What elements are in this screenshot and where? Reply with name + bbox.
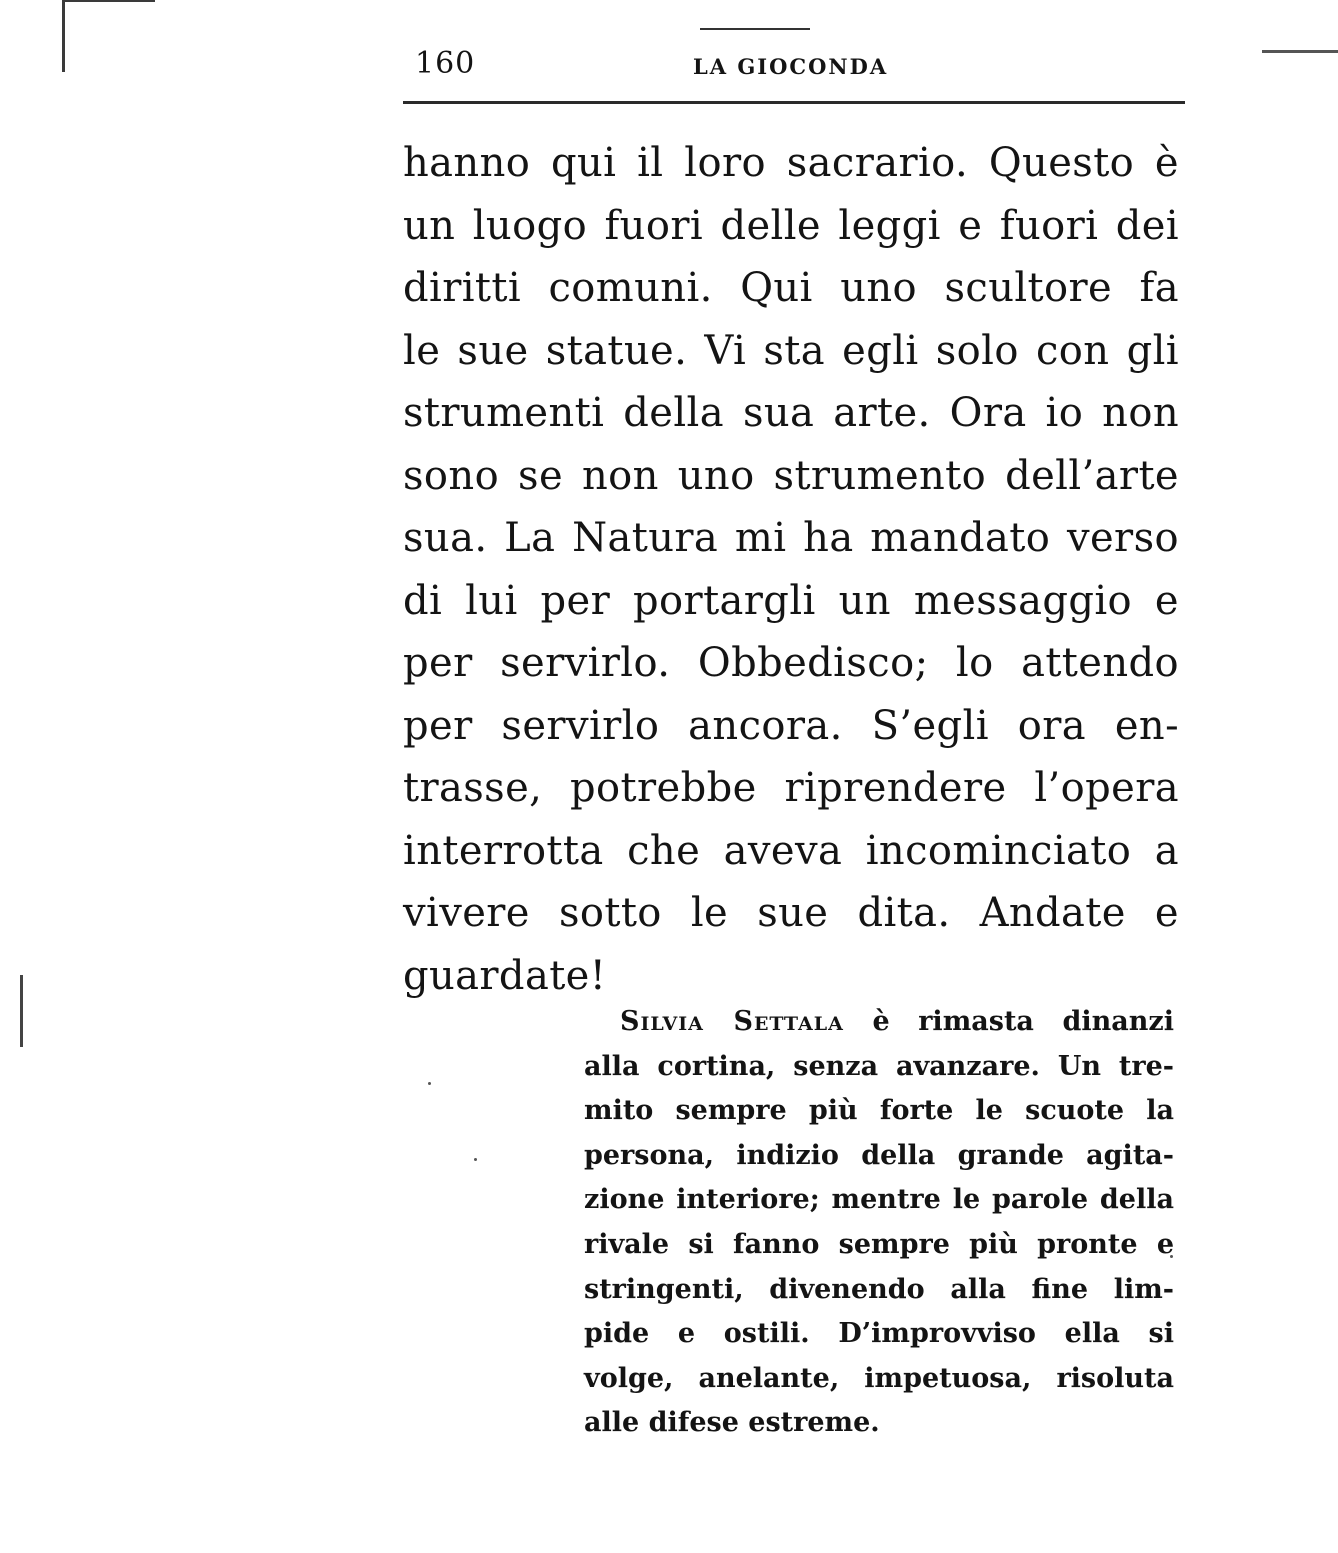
running-title: LA GIOCONDA — [693, 54, 889, 79]
text-line: guardate! — [403, 952, 607, 999]
scan-right-streak — [1262, 50, 1338, 53]
header-rule — [403, 101, 1185, 104]
text-line: per servirlo ancora. S’egli ora en- — [403, 702, 1179, 749]
stage-direction-line: rivale si fanno sempre più pronte e — [584, 1228, 1174, 1260]
text-line: interrotta che aveva incominciato a — [403, 827, 1179, 874]
stage-direction-line: alla cortina, senza avanzare. Un tre- — [584, 1050, 1174, 1082]
page-number: 160 — [415, 46, 476, 81]
text-line: sua. La Natura mi ha mandato verso — [403, 515, 1179, 561]
stage-direction-line — [584, 1000, 1174, 1045]
scan-speck — [428, 1082, 431, 1085]
scan-speck — [474, 1158, 477, 1161]
stage-direction-line: alle difese estreme. — [584, 1407, 880, 1439]
stage-direction-line: zione interiore; mentre le parole della — [584, 1184, 1174, 1216]
text-line: trasse, potrebbe riprendere l’opera — [403, 765, 1179, 811]
text-line: un luogo fuori delle leggi e fuori dei — [403, 202, 1179, 249]
text-line: le sue statue. Vi sta egli solo con gli — [403, 327, 1179, 374]
stage-direction-line: persona, indizio della grande agita- — [584, 1139, 1174, 1171]
text-line: hanno qui il loro sacrario. Questo è — [403, 140, 1179, 186]
text-line: strumenti della sua arte. Ora io non — [403, 390, 1179, 436]
stage-direction-text: è rimasta dinanzi — [872, 1006, 1174, 1037]
text-line: diritti comuni. Qui uno scultore fa — [403, 265, 1179, 311]
text-line: per servirlo. Obbedisco; lo attendo — [403, 640, 1179, 686]
stage-direction-line: volge, anelante, impetuosa, risoluta — [584, 1362, 1174, 1394]
main-text-block — [403, 132, 1179, 1007]
text-line: vivere sotto le sue dita. Andate e — [403, 890, 1179, 936]
text-line: di lui per portargli un messaggio e — [403, 577, 1179, 624]
stage-direction — [584, 1000, 1174, 1446]
stage-direction-line: pide e ostili. D’improvviso ella si — [584, 1318, 1174, 1350]
page-header — [403, 46, 1183, 86]
scan-left-streak — [20, 975, 23, 1047]
scan-top-dash — [700, 28, 810, 30]
stage-direction-line: mito sempre più forte le scuote la — [584, 1095, 1174, 1127]
scan-corner-mark — [62, 0, 155, 72]
character-name: Silvia Settala — [620, 1006, 844, 1037]
text-line: sono se non uno strumento dell’arte — [403, 452, 1179, 499]
stage-direction-line: stringenti, divenendo alla fine lim- — [584, 1273, 1174, 1305]
